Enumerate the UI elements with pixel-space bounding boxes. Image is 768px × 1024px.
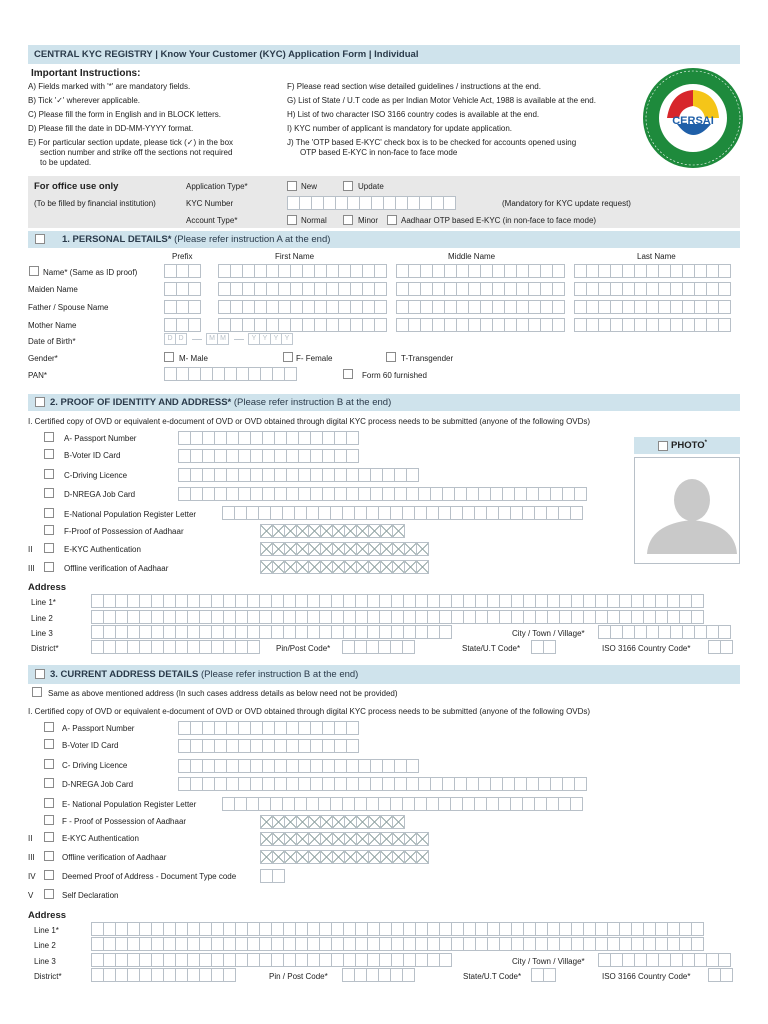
maiden-middle-grid[interactable]	[396, 282, 564, 296]
dob-separator-1	[192, 339, 202, 340]
addr1-city-grid[interactable]	[598, 625, 730, 639]
gender-label: Gender*	[28, 354, 58, 363]
person-silhouette-icon	[635, 458, 739, 563]
addr1-line3-grid[interactable]	[91, 625, 451, 639]
addr1-line1-label: Line 1*	[31, 598, 56, 607]
col-prefix: Prefix	[172, 252, 193, 261]
father-first-grid[interactable]	[218, 300, 386, 314]
instruction-a: A) Fields marked with '*' are mandatory fields.	[28, 82, 191, 91]
photo-box[interactable]: PHOTO*	[634, 437, 740, 563]
offline-label: Offline verification of Aadhaar	[64, 564, 169, 573]
same-address-label: Same as above mentioned address (In such cases address details as below need not be provided)	[48, 689, 398, 698]
name-checkbox[interactable]	[29, 266, 39, 276]
ekyc-checkbox[interactable]	[44, 543, 54, 553]
ekyc-label: E-KYC Authentication	[64, 545, 141, 554]
section1-title: 1. PERSONAL DETAILS*	[62, 234, 172, 245]
addr2-line2-label: Line 2	[34, 941, 56, 950]
cur-driving-grid[interactable]	[178, 759, 418, 773]
kyc-number-label: KYC Number	[186, 199, 234, 208]
name-label: Name* (Same as ID proof)	[43, 268, 138, 277]
father-middle-grid[interactable]	[396, 300, 564, 314]
cur-nrega-label: D-NREGA Job Card	[62, 780, 134, 789]
addr2-state-label: State/U.T Code*	[463, 972, 522, 981]
kyc-number-grid[interactable]	[287, 196, 455, 210]
instructions-heading: Important Instructions:	[31, 68, 141, 79]
cur-passport-grid[interactable]	[178, 721, 358, 735]
addr1-pin-grid[interactable]	[342, 640, 414, 654]
cur-offline-grid	[260, 850, 428, 864]
section2-sub: (Please refer instruction B at the end)	[233, 397, 392, 408]
maiden-last-grid[interactable]	[574, 282, 730, 296]
poi-passport-grid[interactable]	[178, 431, 358, 445]
section2-title: 2. PROOF OF IDENTITY AND ADDRESS*	[50, 397, 232, 408]
instruction-i: I) KYC number of applicant is mandatory for update application.	[287, 124, 513, 133]
poi-driving-label: C-Driving Licence	[64, 471, 128, 480]
address2-heading: Address	[28, 910, 67, 921]
kyc-number-note: (Mandatory for KYC update request)	[502, 199, 631, 208]
poi-driving-checkbox[interactable]	[44, 469, 54, 479]
maiden-name-label: Maiden Name	[28, 285, 78, 294]
poi-npr-grid[interactable]	[222, 506, 582, 520]
cersai-logo	[641, 66, 745, 170]
section3-sub: (Please refer instruction B at the end)	[200, 669, 359, 680]
cur-passport-checkbox[interactable]	[44, 722, 54, 732]
instruction-g: G) List of State / U.T code as per Indian Motor Vehicle Act, 1988 is available at the end.	[287, 96, 596, 105]
addr1-line2-grid[interactable]	[91, 610, 703, 624]
addr1-line3-label: Line 3	[31, 629, 53, 638]
new-checkbox[interactable]	[287, 181, 297, 191]
addr2-state-grid[interactable]	[531, 968, 555, 982]
aadhaar-otp-label: Aadhaar OTP based E-KYC (in non-face to face mode)	[401, 216, 597, 225]
poi-driving-grid[interactable]	[178, 468, 418, 482]
addr2-line2-grid[interactable]	[91, 937, 703, 951]
poi-voter-grid[interactable]	[178, 449, 358, 463]
ekyc-roman: II	[28, 545, 33, 554]
male-checkbox[interactable]	[164, 352, 174, 362]
cur-ekyc-label: E-KYC Authentication	[62, 834, 139, 843]
poi-voter-checkbox[interactable]	[44, 449, 54, 459]
form60-checkbox[interactable]	[343, 369, 353, 379]
dob-year-grid[interactable]: Y Y Y Y	[248, 333, 292, 346]
addr2-line1-label: Line 1*	[34, 926, 59, 935]
addr1-city-label: City / Town / Village*	[512, 629, 585, 638]
normal-checkbox[interactable]	[287, 215, 297, 225]
cur-driving-label: C- Driving Licence	[62, 761, 128, 770]
normal-label: Normal	[301, 216, 327, 225]
cur-npr-checkbox[interactable]	[44, 798, 54, 808]
deemed-checkbox[interactable]	[44, 870, 54, 880]
poi-nrega-checkbox[interactable]	[44, 488, 54, 498]
cur-npr-label: E- National Population Register Letter	[62, 800, 197, 809]
mother-last-grid[interactable]	[574, 318, 730, 332]
col-last-name: Last Name	[637, 252, 676, 261]
addr2-line3-label: Line 3	[34, 957, 56, 966]
section2-intro: I. Certified copy of OVD or equivalent e-document of OVD or OVD obtained through digital KYC process needs to be submitted (anyone of the following OVDs)	[28, 417, 591, 426]
instruction-b: B) Tick '✓' wherever applicable.	[28, 96, 141, 105]
poi-voter-label: B-Voter ID Card	[64, 451, 121, 460]
poi-npr-label: E-National Population Register Letter	[64, 510, 197, 519]
addr1-line1-grid[interactable]	[91, 594, 703, 608]
offline-checkbox[interactable]	[44, 562, 54, 572]
male-label: M- Male	[179, 354, 208, 363]
pan-grid[interactable]	[164, 367, 296, 381]
cur-voter-grid[interactable]	[178, 739, 358, 753]
name-prefix-grid[interactable]	[164, 264, 200, 278]
offline-roman: III	[28, 564, 35, 573]
addr1-district-grid[interactable]	[91, 640, 259, 654]
application-type-label: Application Type*	[186, 182, 248, 191]
form-header-bar	[28, 45, 740, 64]
deemed-grid[interactable]	[260, 869, 284, 883]
female-checkbox[interactable]	[283, 352, 293, 362]
photo-label: PHOTO	[671, 440, 705, 452]
section2-bar	[28, 394, 740, 411]
minor-checkbox[interactable]	[343, 215, 353, 225]
addr1-district-label: District*	[31, 644, 59, 653]
offline-grid	[260, 560, 428, 574]
instruction-e-cont1: section number and strike off the sections not required	[40, 148, 233, 157]
col-first-name: First Name	[275, 252, 315, 261]
dob-separator-2	[234, 339, 244, 340]
addr2-district-label: District*	[34, 972, 62, 981]
instruction-h: H) List of two character ISO 3166 country codes is available at the end.	[287, 110, 540, 119]
maiden-first-grid[interactable]	[218, 282, 386, 296]
cur-offline-label: Offline verification of Aadhaar	[62, 853, 167, 862]
addr2-line3-grid[interactable]	[91, 953, 451, 967]
father-spouse-label: Father / Spouse Name	[28, 303, 109, 312]
section3-checkbox[interactable]	[35, 669, 45, 679]
section3-bar	[28, 665, 740, 684]
addr1-state-label: State/U.T Code*	[462, 644, 521, 653]
cur-npr-grid[interactable]	[222, 797, 582, 811]
section3-title: 3. CURRENT ADDRESS DETAILS	[50, 669, 199, 680]
cur-nrega-checkbox[interactable]	[44, 778, 54, 788]
name-first-grid[interactable]	[218, 264, 386, 278]
cur-voter-checkbox[interactable]	[44, 739, 54, 749]
deemed-roman: IV	[28, 872, 36, 881]
cur-voter-label: B-Voter ID Card	[62, 741, 119, 750]
update-label: Update	[358, 182, 384, 191]
cur-nrega-grid[interactable]	[178, 777, 586, 791]
deemed-label: Deemed Proof of Address - Document Type code	[62, 872, 237, 881]
same-address-checkbox[interactable]	[32, 687, 42, 697]
addr2-iso-label: ISO 3166 Country Code*	[602, 972, 691, 981]
self-declaration-label: Self Declaration	[62, 891, 119, 900]
dob-day-grid[interactable]: D D	[164, 333, 186, 346]
addr2-city-label: City / Town / Village*	[512, 957, 585, 966]
poi-aadhaar-grid	[260, 524, 404, 538]
mother-middle-grid[interactable]	[396, 318, 564, 332]
aadhaar-otp-checkbox[interactable]	[387, 215, 397, 225]
col-middle-name: Middle Name	[448, 252, 496, 261]
poi-nrega-label: D-NREGA Job Card	[64, 490, 136, 499]
dob-label: Date of Birth*	[28, 337, 76, 346]
mother-prefix-grid[interactable]	[164, 318, 200, 332]
instruction-j: J) The 'OTP based E-KYC' check box is to be checked for accounts opened using	[287, 138, 577, 147]
transgender-checkbox[interactable]	[386, 352, 396, 362]
cur-ekyc-checkbox[interactable]	[44, 832, 54, 842]
addr2-iso-grid[interactable]	[708, 968, 732, 982]
self-declaration-checkbox[interactable]	[44, 889, 54, 899]
poi-aadhaar-checkbox[interactable]	[44, 525, 54, 535]
account-type-label: Account Type*	[186, 216, 238, 225]
instruction-j-cont: OTP based E-KYC in non-face to face mode	[300, 148, 458, 157]
update-checkbox[interactable]	[343, 181, 353, 191]
cur-aadhaar-grid	[260, 815, 404, 829]
maiden-prefix-grid[interactable]	[164, 282, 200, 296]
mother-first-grid[interactable]	[218, 318, 386, 332]
cur-aadhaar-label: F - Proof of Possession of Aadhaar	[62, 817, 187, 826]
pan-label: PAN*	[28, 371, 47, 380]
cur-ekyc-roman: II	[28, 834, 33, 843]
cur-driving-checkbox[interactable]	[44, 759, 54, 769]
form60-label: Form 60 furnished	[362, 371, 427, 380]
addr1-line2-label: Line 2	[31, 614, 53, 623]
dob-month-grid[interactable]: M M	[206, 333, 228, 346]
section1-bar	[28, 231, 740, 248]
photo-frame	[634, 457, 740, 564]
section3-intro: I. Certified copy of OVD or equivalent e-document of OVD or OVD obtained through digital KYC process needs to be submitted (anyone of the following OVDs)	[28, 707, 591, 716]
poi-npr-checkbox[interactable]	[44, 508, 54, 518]
section1-sub: (Please refer instruction A at the end)	[174, 234, 331, 245]
cersai-logo-text: CERSAI	[672, 115, 714, 127]
poi-aadhaar-label: F-Proof of Possession of Aadhaar	[64, 527, 184, 536]
section1-checkbox[interactable]	[35, 234, 45, 244]
instruction-f: F) Please read section wise detailed guidelines / instructions at the end.	[287, 82, 541, 91]
transgender-label: T-Transgender	[401, 354, 454, 363]
cur-ekyc-grid	[260, 832, 428, 846]
addr1-iso-grid[interactable]	[708, 640, 732, 654]
ekyc-grid	[260, 542, 428, 556]
addr2-city-grid[interactable]	[598, 953, 730, 967]
mother-name-label: Mother Name	[28, 321, 77, 330]
addr1-iso-label: ISO 3166 Country Code*	[602, 644, 691, 653]
name-middle-grid[interactable]	[396, 264, 564, 278]
office-use-heading: For office use only	[34, 181, 119, 192]
addr2-pin-grid[interactable]	[342, 968, 414, 982]
addr2-district-grid[interactable]	[91, 968, 235, 982]
instruction-e-cont2: to be updated.	[40, 158, 92, 167]
addr1-state-grid[interactable]	[531, 640, 555, 654]
addr2-pin-label: Pin / Post Code*	[269, 972, 328, 981]
cur-aadhaar-checkbox[interactable]	[44, 815, 54, 825]
name-last-grid[interactable]	[574, 264, 730, 278]
address1-heading: Address	[28, 582, 67, 593]
female-label: F- Female	[296, 354, 333, 363]
minor-label: Minor	[358, 216, 379, 225]
section2-checkbox[interactable]	[35, 397, 45, 407]
cur-offline-checkbox[interactable]	[44, 851, 54, 861]
self-decl-roman: V	[28, 891, 34, 900]
father-prefix-grid[interactable]	[164, 300, 200, 314]
instruction-d: D) Please fill the date in DD-MM-YYYY format.	[28, 124, 194, 133]
instruction-e: E) For particular section update, please tick (✓) in the box	[28, 138, 234, 147]
addr2-line1-grid[interactable]	[91, 922, 703, 936]
addr1-pin-label: Pin/Post Code*	[276, 644, 331, 653]
poi-passport-checkbox[interactable]	[44, 432, 54, 442]
instruction-c: C) Please fill the form in English and in BLOCK letters.	[28, 110, 221, 119]
photo-checkbox[interactable]	[658, 441, 668, 451]
father-last-grid[interactable]	[574, 300, 730, 314]
new-label: New	[301, 182, 318, 191]
cur-offline-roman: III	[28, 853, 35, 862]
poi-nrega-grid[interactable]	[178, 487, 586, 501]
poi-passport-label: A- Passport Number	[64, 434, 137, 443]
cur-passport-label: A- Passport Number	[62, 724, 135, 733]
office-use-sub: (To be filled by financial institution)	[34, 199, 156, 208]
form-title: CENTRAL KYC REGISTRY | Know Your Customer (KYC) Application Form | Individual	[34, 49, 419, 60]
